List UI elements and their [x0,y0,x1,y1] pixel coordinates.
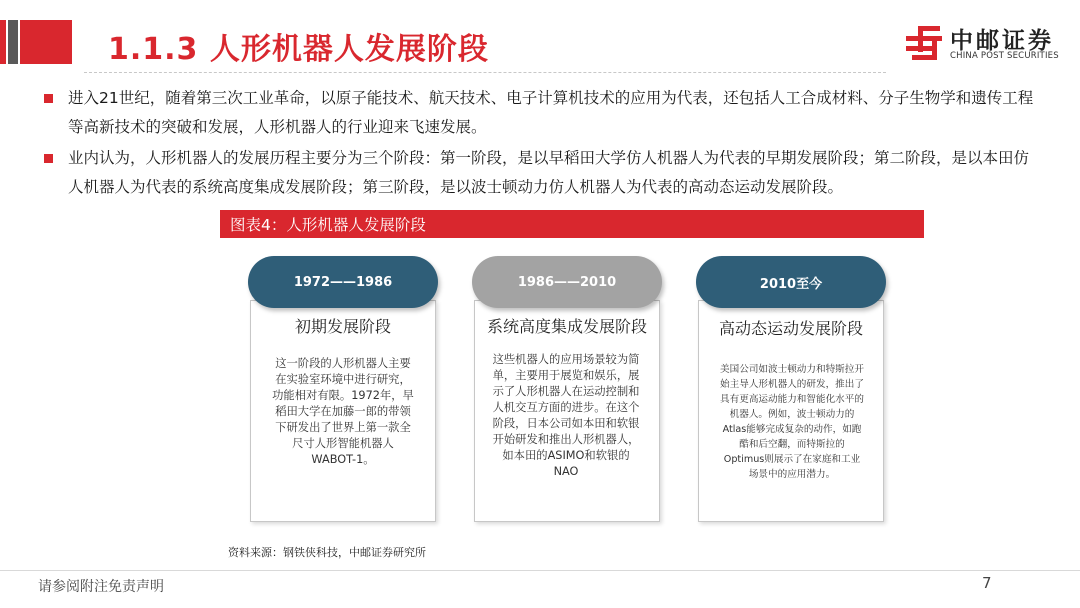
company-logo [904,22,1074,66]
stage-name-dynamic: 高动态运动发展阶段 [718,319,863,338]
bullet-marker-icon [44,94,53,103]
bullet-marker-icon [44,154,53,163]
bullet-item [42,144,1042,202]
stage-period-label: 1972——1986 [293,274,393,290]
logo-english-name: CHINA POST SECURITIES [950,51,1059,61]
logo-chinese-name: 中邮证券 [950,28,1054,54]
chart-header [220,210,924,238]
header-accent-block [20,20,72,64]
stage-pill-integration [472,256,662,308]
stage-pill-dynamic [696,256,886,308]
header-accent-bar [0,20,6,64]
chart-header-label: 图表4：人形机器人发展阶段 [230,216,426,234]
source-note: 资料来源：钢铁侠科技，中邮证券研究所 [228,546,426,559]
footer-divider [0,570,1080,571]
stage-description-early: 这一阶段的人形机器人主要在实验室环境中进行研究，功能相对有限。1972年，早稻田大学在加藤一郎的带领下研发出了世界上第一款全尺寸人形智能机器人WABOT-1。 [272,357,414,466]
bullet-text: 进入21世纪，随着第三次工业革命，以原子能技术、航天技术、电子计算机技术的应用为代表，还包括人工合成材料、分子生物学和遗传工程等高新技术的突破和发展，人形机器人的行业迎来飞速发展。 [68,89,1034,136]
stage-description-integration: 这些机器人的应用场景较为简单，主要用于展览和娱乐，展示了人形机器人在运动控制和人机交互方面的进步。在这个阶段，日本公司如本田和软银开始研发和推出人形机器人，如本田的ASIMO和软银的NAO [492,353,640,478]
footer-disclaimer: 请参阅附注免责声明 [38,579,164,595]
stage-period-label: 1986——2010 [517,274,617,290]
header-accent-gray [8,20,18,64]
page-number: 7 [982,574,992,592]
stage-name-integration: 系统高度集成发展阶段 [486,317,647,336]
stage-pill-early [248,256,438,308]
bullet-text: 业内认为，人形机器人的发展历程主要分为三个阶段：第一阶段，是以早稻田大学仿人机器人为代表的早期发展阶段；第二阶段，是以本田仿人机器人为代表的系统高度集成发展阶段；第三阶段，是以波士顿动力仿人机器人为代表的高动态运动发展阶段。 [68,149,1030,196]
stage-name-early: 初期发展阶段 [294,317,391,336]
title-divider [84,72,886,73]
china-post-logo-icon [904,24,944,62]
bullet-item [42,84,1042,142]
page-title: 1.1.3 人形机器人发展阶段 [108,32,489,67]
stage-description-dynamic: 美国公司如波士顿动力和特斯拉开始主导人形机器人的研发，推出了具有更高运动能力和智能化水平的机器人。例如，波士顿动力的Atlas能够完成复杂的动作，如跑酷和后空翻，而特斯拉的Optimus则展示了在家庭和工业场景中的应用潜力。 [720,364,864,480]
stage-period-label: 2010至今 [759,276,823,292]
bullet-list [42,84,1042,204]
